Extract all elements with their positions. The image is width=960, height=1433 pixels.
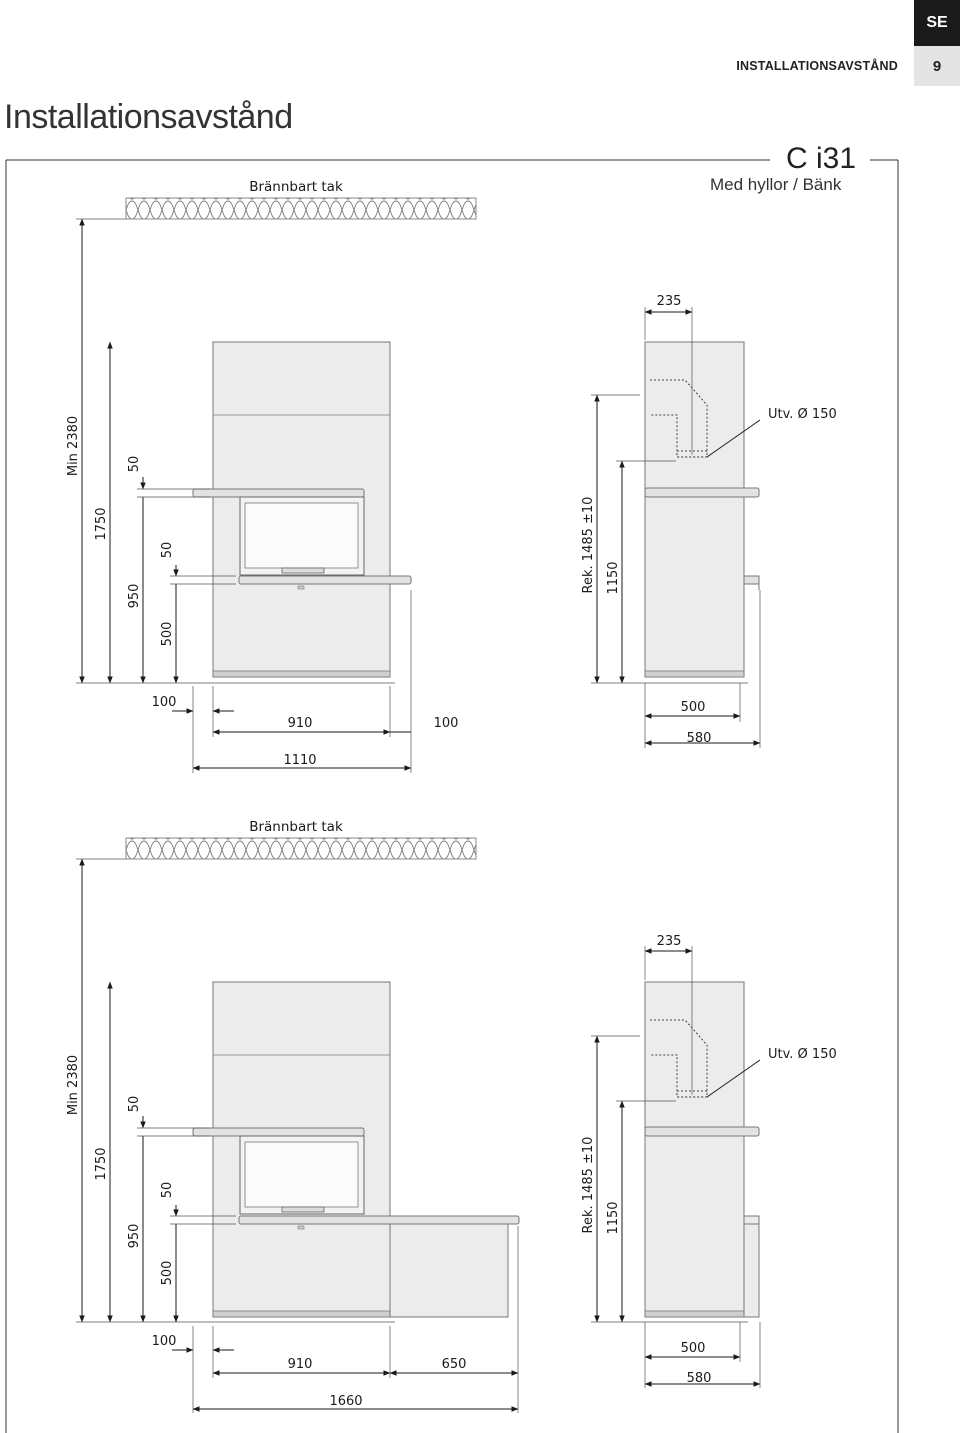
firebox-glass: [245, 503, 358, 568]
outlet-label: Utv. Ø 150: [768, 1047, 837, 1062]
dim-235: 235: [656, 294, 682, 309]
dim-910: 910: [287, 1357, 313, 1372]
dim-1660: 1660: [329, 1394, 363, 1409]
dim-bottom-50: 50: [160, 541, 175, 559]
front-view: [193, 982, 519, 1317]
dim-depth-580: 580: [686, 1371, 712, 1386]
dim-top-50: 50: [127, 1095, 142, 1113]
side-shelf: [645, 488, 759, 497]
dim-950: 950: [127, 1223, 142, 1249]
page-title: Installationsavstånd: [4, 98, 293, 136]
dim-500: 500: [160, 621, 175, 647]
bench-top: [239, 1216, 519, 1224]
dim-1150: 1150: [606, 561, 621, 595]
dim-right-100: 100: [433, 716, 459, 731]
side-view: [645, 982, 837, 1317]
dim-rek: Rek. 1485 ±10: [581, 1136, 596, 1234]
language-badge: SE: [914, 0, 960, 46]
dim-min-height: Min 2380: [66, 1054, 81, 1116]
dim-depth-500: 500: [680, 1341, 706, 1356]
dim-950: 950: [127, 583, 142, 609]
front-view: [193, 342, 411, 677]
side-bench: [744, 1216, 759, 1317]
dim-500: 500: [160, 1260, 175, 1286]
diagram-bench: [66, 819, 837, 1413]
dim-1750: 1750: [94, 1147, 109, 1181]
stove-plinth: [213, 671, 390, 677]
dim-depth-580: 580: [686, 731, 712, 746]
dim-depth-500: 500: [680, 700, 706, 715]
air-control: [298, 586, 304, 589]
upper-shelf: [193, 489, 364, 497]
combustible-ceiling: [126, 838, 476, 859]
dim-910: 910: [287, 716, 313, 731]
section-label: INSTALLATIONSAVSTÅND: [736, 59, 898, 73]
model-name: C i31: [786, 142, 857, 175]
outlet-label: Utv. Ø 150: [768, 407, 837, 422]
dim-top-50: 50: [127, 455, 142, 473]
page-number: 9: [914, 46, 960, 86]
dim-1110: 1110: [283, 753, 317, 768]
bench-body: [390, 1224, 508, 1317]
dim-650: 650: [441, 1357, 467, 1372]
dim-rek: Rek. 1485 ±10: [581, 496, 596, 594]
ceiling-label: Brännbart tak: [249, 819, 343, 835]
side-body: [645, 342, 744, 677]
ceiling-label: Brännbart tak: [249, 179, 343, 195]
door-handle: [282, 568, 324, 573]
dim-left-100: 100: [151, 695, 177, 710]
dim-left-100: 100: [151, 1334, 177, 1349]
dim-bottom-50: 50: [160, 1181, 175, 1199]
dim-1150: 1150: [606, 1201, 621, 1235]
dim-235: 235: [656, 934, 682, 949]
diagram-shelves: [66, 179, 837, 773]
upper-shelf: [193, 1128, 364, 1136]
dim-1750: 1750: [94, 507, 109, 541]
dim-min-height: Min 2380: [66, 415, 81, 477]
combustible-ceiling: [126, 198, 476, 219]
side-view: [645, 342, 837, 677]
lower-shelf: [239, 576, 411, 584]
model-variant: Med hyllor / Bänk: [710, 175, 842, 194]
